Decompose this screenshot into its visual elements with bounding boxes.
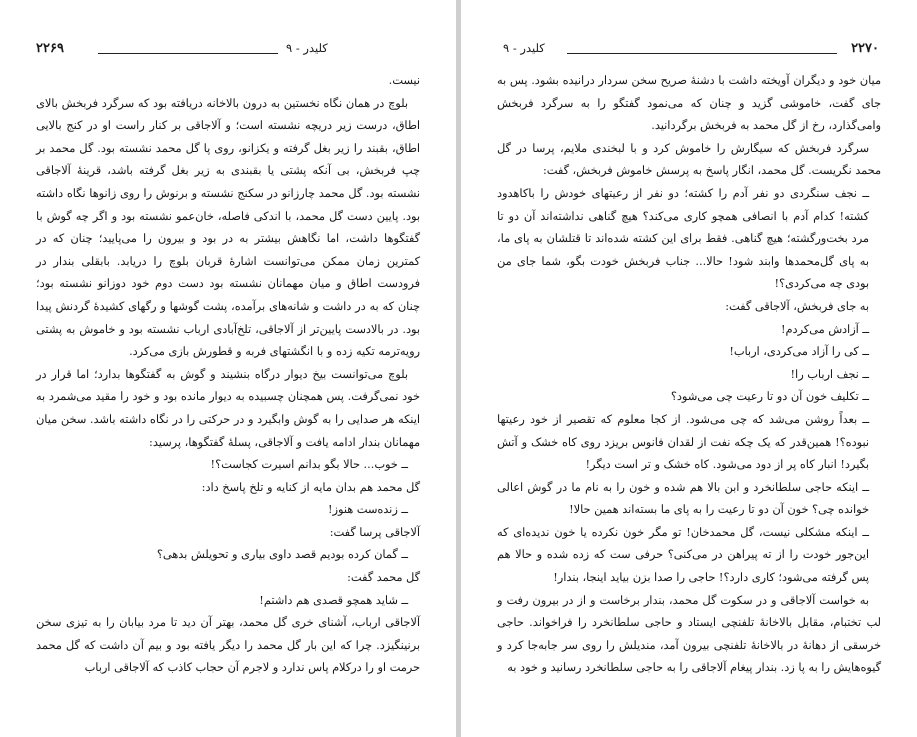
left-page-number: ۲۲۶۹ <box>36 41 64 56</box>
right-page-text <box>497 70 881 680</box>
paragraph: سرگرد فربخش که سیگارش را خاموش کرد و با لبخندی ملایم، پرسا در گل محمد نگریست. گل محمد، انگار پاسخ به پرسش خاموش فربخش، گفت: <box>497 141 881 178</box>
paragraph: گل محمد گفت: <box>347 571 420 585</box>
right-page-header <box>497 41 879 59</box>
right-page <box>461 0 917 737</box>
paragraph: گل محمد هم بدان مایه از کنایه و تلخ پاسخ داد: <box>201 480 420 494</box>
paragraph: بلوچ در همان نگاه نخستین به درون بالاخانه دریافته بود که سرگرد فربخش بالای اطاق، درست زیر دریچه نشسته است؛ و آلاجاقی بر کنار راست او در کنج بالایی اطاق، بقبند را زیر بغل گرفته و یکزانو، روی پا گل محمد نشسته بود. گل محمد بر چپ فربخش، بی آنکه پشتی یا بقبندی به زیر بغل گرفته باشد، قرینهٔ آلاجاقی نشسته بود. گل محمد چارزانو در سکنج نشسته و برنوش را روی زانوها نگاه داشته بود. پایین دست گل محمد، با اندکی فاصله، خان‌عمو نشسته بود و اگر چه گوش با گفتگوها داشت، اما نگاهش بیشتر به در بود و بیرون را می‌پایید؛ چنان که در کمترین زمان ممکن می‌توانست اشارهٔ قربان بلوچ را دریابد. بابقلی بندار در فرودست اطاق و میان مهمانان نشسته بود دست دوم خود دوزانو نشسته بود؛ چنان که به در داشت و شانه‌های برآمده، پشت گوشها و رگهای کشیدهٔ گردنش پیدا بود. در بالادست پایین‌تر از آلاجاقی، تلخ‌آبادی ارباب نشسته بود و خاموش به پشتی رویه‌ترمه تکیه زده و با انگشتهای فربه و قطورش بازی می‌کرد. <box>36 96 420 359</box>
header-rule <box>567 53 837 54</box>
left-running-head: کلیدر - ۹ <box>286 41 328 55</box>
dialogue-line: ــ تکلیف خون آن دو تا رعیت چی می‌شود؟ <box>670 390 869 404</box>
paragraph: به جای فربخش، آلاجاقی گفت: <box>725 299 869 313</box>
left-page <box>0 0 456 737</box>
dialogue-line: ــ آزادش می‌کردم! <box>781 322 869 336</box>
paragraph: آلاجاقی ارباب، آشنای خری گل محمد، بهتر آن دید تا مرد بیابان را به تیزی سخن برنینگیزد. چرا که این بار گل محمد را دیگر یافته بود و بیم آن داشت که گل محمد حرمت او را درکلام پاس ندارد و لاجرم آن حجاب کاذب که آلاجاقی ارباب <box>36 616 420 675</box>
paragraph: بلوچ می‌توانست بیخ دیوار درگاه بنشیند و گوش به گفتگوها بدارد؛ اما قرار در خود نمی‌گرفت. پس همچنان چسبیده به دیوار مانده بود و خود را مقید می‌شمرد به اینکه هر صدایی را به گوش وابگیرد و در حرکتی را در نگاه داشته باشد. سخن میان مهمانان بندار ادامه یافت و آلاجاقی، پسلهٔ گفتگوها، پرسید: <box>36 367 420 449</box>
paragraph: به خواست آلاجاقی و در سکوت گل محمد، بندار برخاست و از در بیرون رفت و لب تختبام، مقابل بالاخانهٔ تلفنچی ایستاد و حاجی سلطانخرد را فراخواند. حاجی خرسقی از دهانهٔ در بالاخانهٔ تلفنچی بیرون آمد، مندیلش را روی سر جابه‌جا کرد و گیوه‌هایش را به پا زد. بندار پیغام آلاجاقی را به حاجی سلطانخرد رسانید و خود به <box>497 593 881 675</box>
paragraph: نیست. <box>388 74 420 87</box>
dialogue-line: ــ نجف ارباب را! <box>790 367 869 381</box>
dialogue-line: ــ بعداً روشن می‌شد که چی می‌شود. از کجا معلوم که تقصیر از خود رعیتها نبوده؟! همین‌قدر که یک چکه نفت از لقدان فانوس بریزد روی کاه خشک و آتش بگیرد! انبار کاه پر از دود می‌شود. کاه خشک و تر است دیگر! <box>497 412 869 472</box>
left-page-header <box>36 41 418 59</box>
dialogue-line: ــ کی را آزاد می‌کردی، ارباب! <box>729 345 869 359</box>
left-page-text <box>36 70 420 680</box>
right-page-number: ۲۲۷۰ <box>851 41 879 56</box>
dialogue-line: ــ نجف سنگردی دو نفر آدم را کشته؛ دو نفر از رعیتهای خودش را باکاهدود کشته! کدام آدم با انصافی همچو کاری می‌کند؟ هیچ گناهی نداشته‌اند آن دو تا مرد بخت‌ورگشته؛ هیچ گناهی. فقط برای این کشته شده‌اند تا قتلشان به پای ما، به پای گل‌محمدها وابند شود! حالا... جناب فربخش خودت بگو، شما جای من بودی چه می‌کردی؟! <box>497 186 869 291</box>
paragraph: آلاجاقی پرسا گفت: <box>329 525 420 539</box>
dialogue-line: ــ اینکه مشکلی نیست، گل محمدخان! تو مگر خون نکرده یا خون ندیده‌ای که این‌جور خودت را از ته پیراهن در می‌کنی؟ حرفی ست که زده شده و حالا هم پس گرفته می‌شود؛ کاری دارد؟! حاجی را صدا بزن بیاید اینجا، بندار! <box>497 525 869 585</box>
header-rule <box>98 53 278 54</box>
dialogue-line: ــ زنده‌ست هنوز! <box>327 503 408 517</box>
paragraph: میان خود و دیگران آویخته داشت با دشنهٔ صریح سخن سردار درانیده بشود. پس به جای گفت، خاموشی گزید و چنان که می‌نمود گفتگو را به سرگرد فربخش وامی‌گذارد، رخ از گل محمد به فربخش برگردانید. <box>497 74 881 133</box>
dialogue-line: ــ خوب... حالا بگو بدانم اسیرت کجاست؟! <box>210 458 408 472</box>
dialogue-line: ــ اینکه حاجی سلطانخرد و ابن بالا هم شده و خون را به نام ما در گوش اعالی خوانده چی؟ خون آن دو تا رعیت را به پای ما بسته‌اند همین حالا! <box>497 480 869 517</box>
dialogue-line: ــ شاید همچو قصدی هم داشتم! <box>259 593 408 607</box>
dialogue-line: ــ گمان کرده بودیم قصد داوی بیاری و تحویلش بدهی؟ <box>156 548 408 562</box>
right-running-head: کلیدر - ۹ <box>503 41 545 55</box>
